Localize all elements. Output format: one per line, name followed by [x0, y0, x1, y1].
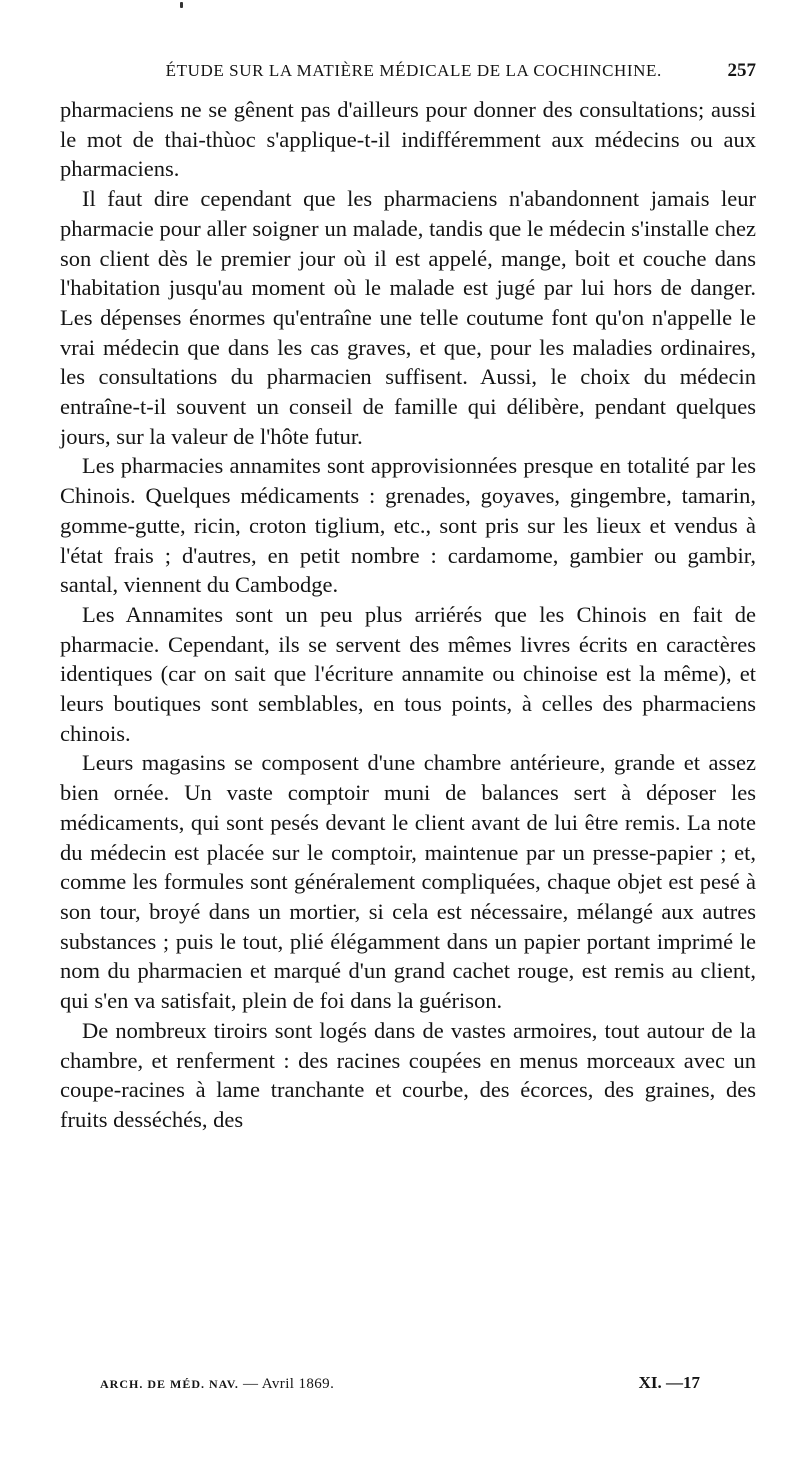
- running-title: ÉTUDE SUR LA MATIÈRE MÉDICALE DE LA COCHINCHINE.: [165, 61, 662, 80]
- journal-separator: —: [238, 1376, 262, 1392]
- print-speck: [180, 2, 183, 8]
- journal-name: ARCH. DE MÉD. NAV.: [100, 1377, 239, 1391]
- page-footer: [100, 1373, 700, 1393]
- paragraph: De nombreux tiroirs sont logés dans de vastes armoires, tout autour de la chambre, et renferment : des racines coupées en menus morceaux avec un coupe-racines à lame tranchante et courbe, des écorces, des graines, des fruits desséchés, des: [60, 1017, 756, 1132]
- signature-mark: XI. —17: [638, 1373, 700, 1392]
- running-header: [60, 60, 756, 86]
- paragraph: Leurs magasins se composent d'une chambre antérieure, grande et assez bien ornée. Un vaste comptoir muni de balances sert à déposer les médicaments, qui sont pesés devant le client avant de lui être remis. La note du médecin est placée sur le comptoir, maintenue par un presse-papier ; et, comme les formules sont généralement compliquées, chaque objet est pesé à son tour, broyé dans un mortier, si cela est nécessaire, mélangé aux autres substances ; puis le tout, plié élégamment dans un papier portant imprimé le nom du pharmacien et marqué d'un grand cachet rouge, est remis au client, qui s'en va satisfait, plein de foi dans la guérison.: [60, 750, 756, 1014]
- journal-citation: [100, 1376, 334, 1393]
- paragraph: Il faut dire cependant que les pharmaciens n'abandonnent jamais leur pharmacie pour aller soigner un malade, tandis que le médecin s'installe chez son client dès le premier jour où il est appelé, mange, boit et couche dans l'habitation jusqu'au moment où le malade est jugé par lui hors de danger. Les dépenses énormes qu'entraîne une telle coutume font qu'on n'appelle le vrai médecin que dans les cas graves, et que, pour les maladies ordinaires, les consultations du pharmacien suffisent. Aussi, le choix du médecin entraîne-t-il souvent un conseil de famille qui délibère, pendant quelques jours, sur la valeur de l'hôte futur.: [60, 186, 756, 449]
- journal-date: Avril 1869.: [261, 1376, 335, 1392]
- paragraph: Les pharmacies annamites sont approvisionnées presque en totalité par les Chinois. Quelques médicaments : grenades, goyaves, gingembre, tamarin, gomme-gutte, ricin, croton tiglium, etc., sont pris sur les lieux et vendus à l'état frais ; d'autres, en petit nombre : cardamome, gambier ou gambir, santal, viennent du Cambodge.: [60, 453, 756, 598]
- paragraph: Les Annamites sont un peu plus arriérés que les Chinois en fait de pharmacie. Cependant, ils se servent des mêmes livres écrits en caractères identiques (car on sait que l'écriture annamite ou chinoise est la même), et leurs boutiques sont semblables, en tous points, à celles des pharmaciens chinois.: [60, 601, 756, 746]
- paragraph: pharmaciens ne se gênent pas d'ailleurs pour donner des consultations; aussi le mot de thai-thùoc s'applique-t-il indifféremment aux médecins ou aux pharmaciens.: [60, 97, 756, 182]
- body-text: [60, 95, 756, 1135]
- page-number: 257: [727, 60, 756, 81]
